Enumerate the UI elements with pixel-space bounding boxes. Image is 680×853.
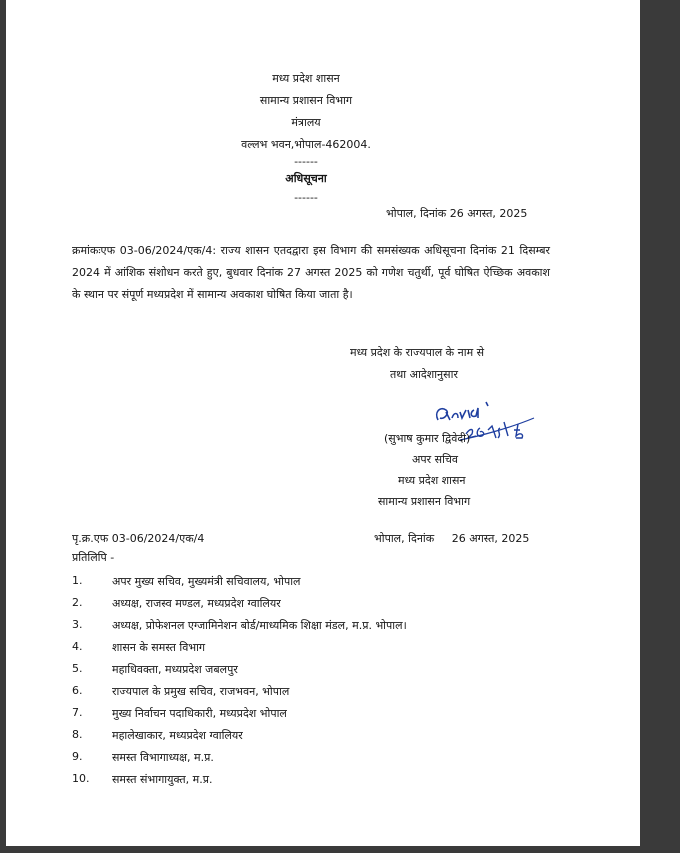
list-item-number: 3. — [72, 618, 83, 631]
list-item: शासन के समस्त विभाग — [112, 641, 206, 654]
endorsement-date: भोपाल, दिनांक 26 अगस्त, 2025 — [374, 532, 530, 545]
list-item-number: 5. — [72, 662, 83, 675]
title-separator: ------ — [294, 191, 318, 204]
list-item: अध्यक्ष, प्रोफेशनल एग्जामिनेशन बोर्ड/माध्यमिक शिक्षा मंडल, म.प्र. भोपाल। — [112, 619, 407, 632]
header-address: वल्लभ भवन,भोपाल-462004. — [241, 138, 371, 151]
list-item-number: 9. — [72, 750, 83, 763]
header-ministry: मंत्रालय — [291, 116, 321, 129]
list-item-number: 1. — [72, 574, 83, 587]
list-item-number: 4. — [72, 640, 83, 653]
order-line-2: तथा आदेशानुसार — [390, 368, 458, 381]
signatory-designation: अपर सचिव — [412, 453, 459, 466]
signatory-name: (सुभाष कुमार द्विवेदी) — [384, 432, 471, 445]
list-item: मुख्य निर्वाचन पदाधिकारी, मध्यप्रदेश भोपाल — [112, 707, 287, 720]
document-page — [6, 0, 640, 846]
list-item: महाधिवक्ता, मध्यप्रदेश जबलपुर — [112, 663, 238, 676]
list-item: राज्यपाल के प्रमुख सचिव, राजभवन, भोपाल — [112, 685, 290, 698]
list-item-number: 10. — [72, 772, 90, 785]
signatory-office: मध्य प्रदेश शासन — [398, 474, 466, 487]
header-department: सामान्य प्रशासन विभाग — [259, 94, 353, 107]
list-item-number: 8. — [72, 728, 83, 741]
header-government: मध्य प्रदेश शासन — [272, 72, 340, 85]
list-item: अध्यक्ष, राजस्व मण्डल, मध्यप्रदेश ग्वालियर — [112, 597, 281, 610]
dateline: भोपाल, दिनांक 26 अगस्त, 2025 — [386, 207, 528, 220]
viewer-margin — [640, 0, 680, 853]
list-item-number: 7. — [72, 706, 83, 719]
header-separator: ------ — [294, 155, 318, 168]
notification-title: अधिसूचना — [285, 172, 327, 185]
list-item-number: 2. — [72, 596, 83, 609]
list-item: समस्त संभागायुक्त, म.प्र. — [112, 773, 213, 786]
list-item: महालेखाकार, मध्यप्रदेश ग्वालियर — [112, 729, 243, 742]
order-line-1: मध्य प्रदेश के राज्यपाल के नाम से — [350, 346, 485, 359]
list-item-number: 6. — [72, 684, 83, 697]
endorsement-reference: पृ.क्र.एफ 03-06/2024/एक/4 — [72, 532, 205, 545]
signatory-department: सामान्य प्रशासन विभाग — [378, 495, 471, 508]
list-item: अपर मुख्य सचिव, मुख्यमंत्री सचिवालय, भोपाल — [112, 575, 301, 588]
notification-body: क्रमांकःएफ 03-06/2024/एक/4: राज्य शासन एतदद्वारा इस विभाग की समसंख्यक अधिसूचना दिनांक 21 दिसम्बर 2024 में आंशिक संशोधन करते हुए, बुधवार दिनांक 27 अगस्त 2025 को गणेश चतुर्थी, पूर्व घोषित ऐच्छिक अवकाश के स्थान पर संपूर्ण मध्यप्रदेश में सामान्य अवकाश घोषित किया जाता है। — [72, 244, 550, 301]
copy-to-label: प्रतिलिपि - — [72, 551, 115, 564]
list-item: समस्त विभागाध्यक्ष, म.प्र. — [112, 751, 214, 764]
